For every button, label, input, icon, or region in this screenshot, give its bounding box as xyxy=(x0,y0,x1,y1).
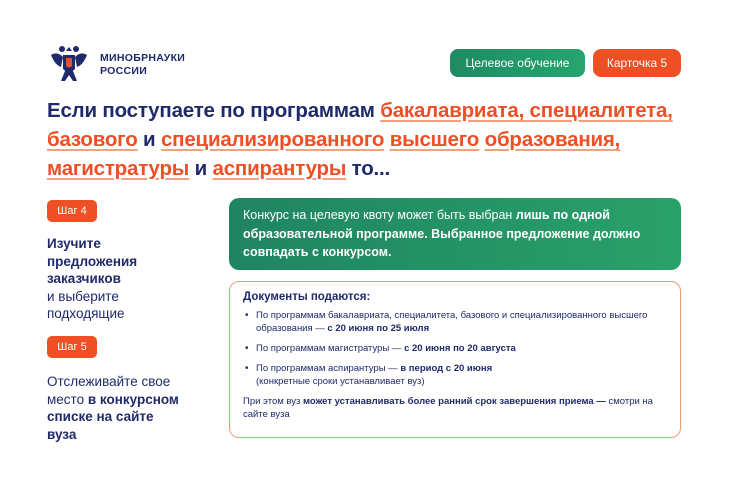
title-highlight: аспирантуры xyxy=(212,157,347,180)
documents-title: Документы подаются: xyxy=(243,291,371,303)
footnote-text: При этом вуз xyxy=(243,396,303,407)
title-text: Если поступаете по программам xyxy=(47,99,381,122)
title-highlight: образования, xyxy=(484,128,621,151)
item-date: с 20 июня по 20 августа xyxy=(404,343,516,354)
item-text: По программам бакалавриата, специалитета, базового и специализированного высшего образования — xyxy=(256,310,648,334)
item-note: (конкретные сроки устанавливает вуз) xyxy=(256,376,425,387)
quota-info-text: Конкурс на целевую квоту может быть выбран xyxy=(243,208,516,222)
quota-info-card xyxy=(229,198,681,270)
title-highlight: специализированного xyxy=(160,128,385,151)
step-5-line: Отслеживайте свое xyxy=(47,374,171,389)
page-title xyxy=(47,96,707,183)
step-5-line: вуза xyxy=(47,426,77,442)
title-text: и xyxy=(137,128,161,151)
step-5-text xyxy=(47,373,207,443)
list-item xyxy=(243,309,667,335)
step-5-line: место xyxy=(47,391,88,407)
step-4-text xyxy=(47,235,207,323)
item-text: По программам магистратуры — xyxy=(256,343,405,354)
step-4-line: и выберите xyxy=(47,288,119,304)
footnote-bold: может устанавливать более ранний срок завершения приема — xyxy=(302,396,606,407)
documents-footnote xyxy=(243,395,667,421)
list-item xyxy=(243,342,667,355)
step-4-line: предложения xyxy=(47,253,138,269)
step-4-line: подходящие xyxy=(47,306,125,321)
item-date: с 20 июня по 25 июля xyxy=(327,323,430,334)
step-4-badge: Шаг 4 xyxy=(47,200,97,222)
step-5-line: списке на сайте xyxy=(47,409,154,424)
documents-card xyxy=(229,281,681,438)
step-4-line: Изучите xyxy=(47,236,101,251)
title-highlight: бакалавриата, специалитета, xyxy=(380,99,673,122)
ministry-name xyxy=(100,52,185,78)
item-text: По программам аспирантуры — xyxy=(256,363,401,374)
card-number-badge: Карточка 5 xyxy=(593,49,681,77)
step-5-badge: Шаг 5 xyxy=(47,336,97,358)
double-headed-eagle-icon xyxy=(47,41,91,85)
title-highlight: базового xyxy=(47,128,138,151)
title-text: и xyxy=(189,157,213,180)
title-text: то... xyxy=(346,157,391,180)
documents-list xyxy=(243,309,667,388)
org-line-2: РОССИИ xyxy=(100,65,148,77)
quota-info-bold: лишь по одной образовательной программе. Выбранное предложение должно совпадать с конкурсом. xyxy=(243,208,641,259)
step-4-line: заказчиков xyxy=(47,271,121,286)
step-5-line: в конкурсном xyxy=(87,391,179,407)
footnote-text: смотри на сайте вуза xyxy=(243,396,653,420)
list-item xyxy=(243,362,667,388)
item-date: в период с 20 июня xyxy=(400,363,493,374)
title-highlight: магистратуры xyxy=(47,157,190,180)
org-line-1: МИНОБРНАУКИ xyxy=(100,52,186,64)
program-badge: Целевое обучение xyxy=(450,49,585,77)
title-highlight: высшего xyxy=(389,128,480,151)
